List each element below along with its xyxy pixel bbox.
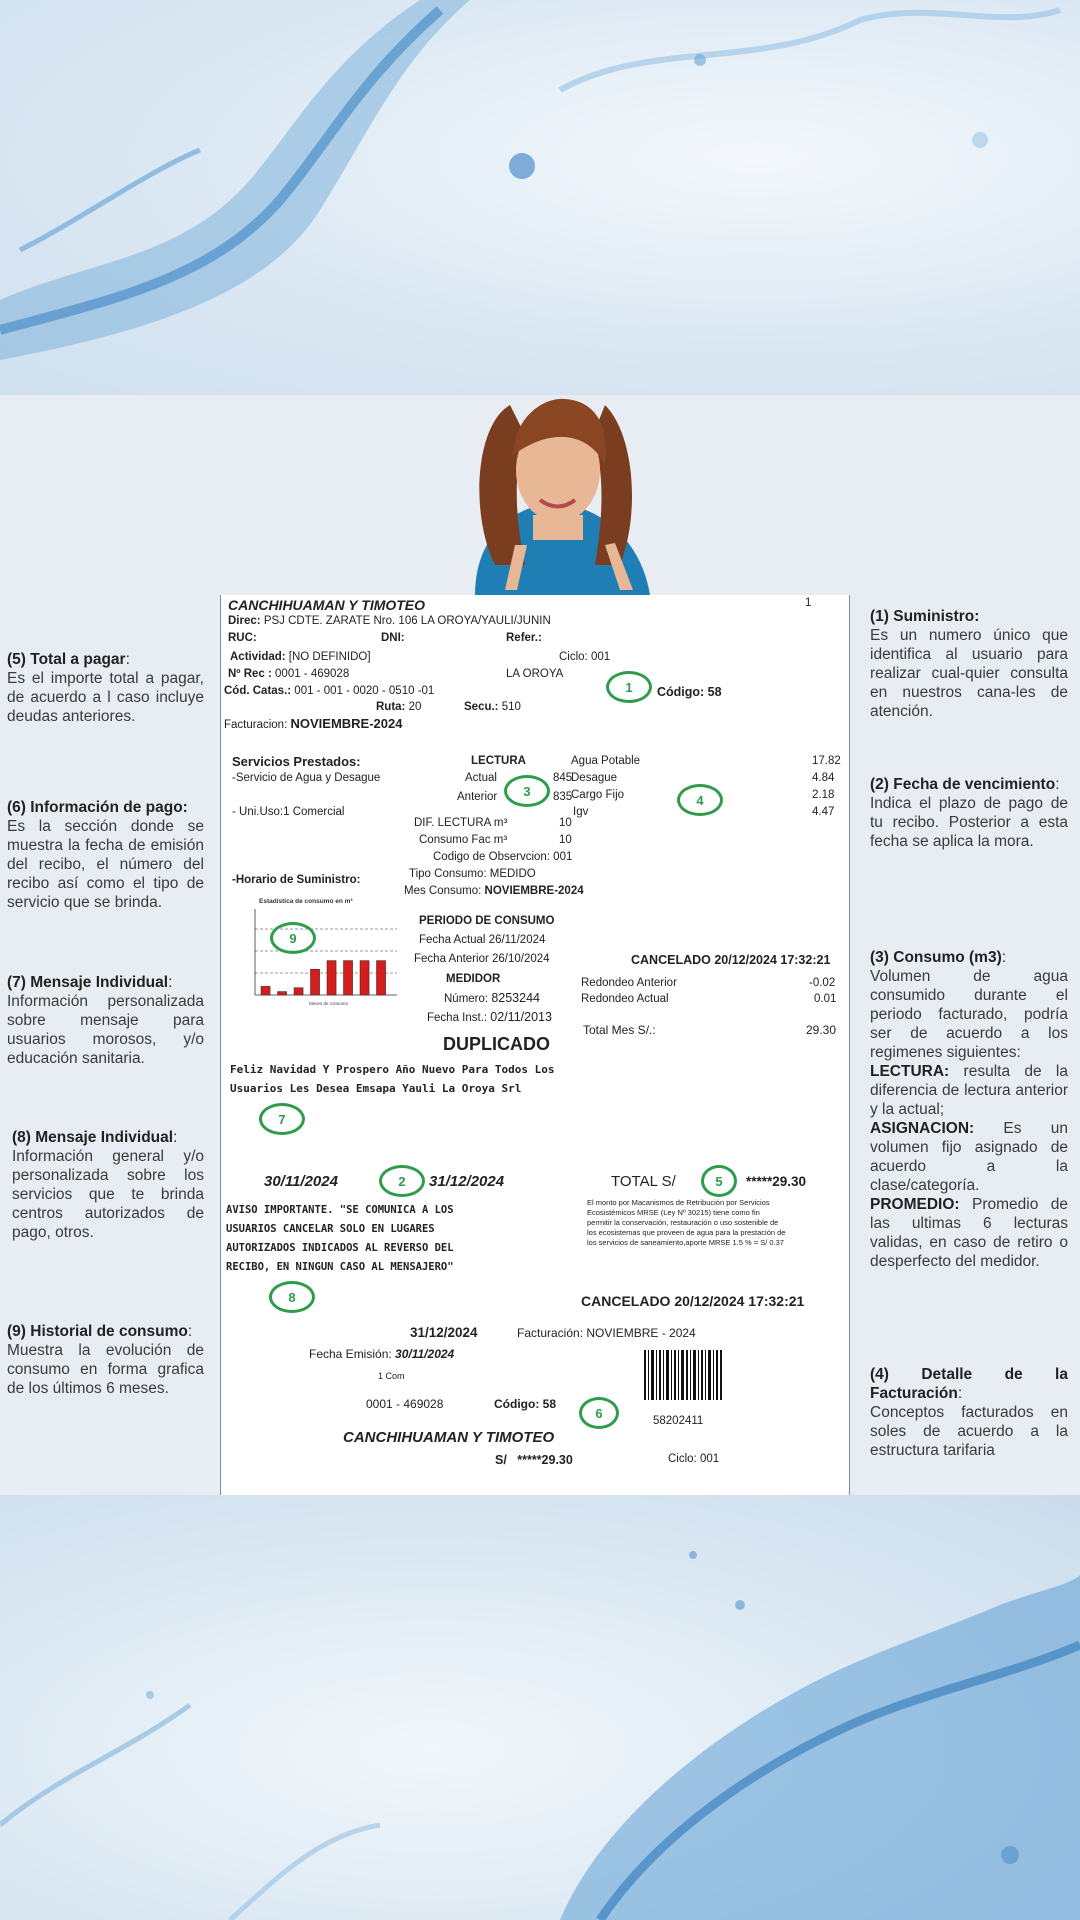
aviso-line: USUARIOS CANCELAR SOLO EN LUGARES: [226, 1223, 435, 1235]
note-body: Es la sección donde se muestra la fecha de emisión del recibo, el número del recibo así como el tipo de servicio que se brinda.: [7, 818, 204, 911]
charge-label: Desague: [571, 772, 618, 784]
note-title: (1) Suministro:: [870, 608, 980, 625]
nrec-row: [228, 668, 349, 680]
chart-title: Estadística de consumo en m³: [259, 898, 353, 905]
stub-vencimiento: 31/12/2024: [410, 1325, 478, 1340]
note-consumo: [870, 948, 1068, 1271]
nrec-value: 0001 - 469028: [275, 668, 350, 680]
redondeo-actual-value: 0.01: [814, 993, 837, 1005]
chart-bar: [311, 969, 320, 995]
redondeo-anterior-label: Redondeo Anterior: [581, 977, 677, 989]
note-item: [870, 1119, 1068, 1195]
page-number: 1: [805, 597, 812, 609]
periodo-label: PERIODO DE CONSUMO: [419, 915, 555, 927]
note-suffix: :: [957, 1385, 963, 1402]
barcode-icon: [644, 1350, 722, 1400]
note-total-pagar: [7, 650, 204, 726]
charge-label: Agua Potable: [571, 755, 641, 767]
ruta-value: 20: [408, 701, 422, 713]
note-detalle: [870, 1365, 1068, 1460]
note-body: Muestra la evolución de consumo en forma grafica de los últimos 6 meses.: [7, 1342, 204, 1397]
keyword: LECTURA:: [870, 1063, 950, 1080]
marker-9: 9: [270, 922, 316, 954]
marker-6: 6: [579, 1397, 619, 1429]
charge-label: Cargo Fijo: [571, 789, 625, 801]
total-mes-label: Total Mes S/.:: [583, 1023, 656, 1037]
note-body: Indica el plazo de pago de tu recibo. Posterior a esta fecha se aplica la mora.: [870, 795, 1068, 850]
customer-name: CANCHIHUAMAN Y TIMOTEO: [228, 597, 426, 613]
woman-illustration: [415, 395, 695, 595]
charge-value: 4.84: [812, 772, 835, 784]
uni-uso: - Uni.Uso:1 Comercial: [232, 806, 345, 818]
note-title: (3) Consumo (m3): [870, 949, 1002, 966]
mensaje-linea-1: Feliz Navidad Y Prospero Año Nuevo Para Todos Los: [230, 1063, 555, 1076]
mrse-line: Ecosistémicos MRSE (Ley Nº 30215) tiene como fin: [587, 1208, 760, 1217]
catastro-label: Cód. Catas.:: [224, 685, 292, 697]
secu-label: Secu.:: [464, 701, 499, 713]
mrse-line: los servicios de saneamiento,aporte MRSE 1.5 % = S/ 0.37: [587, 1238, 784, 1247]
total-label: TOTAL S/: [611, 1173, 676, 1190]
marker-1: 1: [606, 671, 652, 703]
fecha-emision: 30/11/2024: [264, 1173, 338, 1190]
cancelado-stamp: CANCELADO 20/12/2024 17:32:21: [631, 953, 831, 967]
mes-consumo-label: Mes Consumo:: [404, 885, 482, 897]
note-title: (7) Mensaje Individual: [7, 974, 169, 991]
address-value: PSJ CDTE. ZARATE Nro. 106 LA OROYA/YAULI/JUNIN: [263, 615, 551, 627]
redondeo-anterior-value: -0.02: [809, 977, 836, 989]
chart-bar: [261, 986, 270, 995]
note-suffix: :: [168, 974, 173, 991]
consumption-history-chart: [239, 895, 399, 1007]
note-title: (4) Detalle de la Facturación: [870, 1366, 1068, 1402]
dni-label: DNI:: [381, 632, 405, 644]
nrec-label: Nº Rec :: [228, 668, 272, 680]
numero-label: Número:: [444, 993, 489, 1005]
lectura-label: LECTURA: [471, 755, 526, 767]
fecha-inst-value: 02/11/2013: [490, 1010, 552, 1024]
stub-name: CANCHIHUAMAN Y TIMOTEO: [343, 1429, 555, 1446]
refer-label: Refer.:: [506, 632, 542, 644]
chart-bar: [360, 961, 369, 995]
note-suministro: [870, 607, 1068, 721]
stub-ciclo: Ciclo: 001: [668, 1453, 720, 1465]
address-label: Direc:: [228, 615, 261, 627]
redondeo-actual-label: Redondeo Actual: [581, 993, 669, 1005]
secu-value: 510: [501, 701, 521, 713]
marker-3: 3: [504, 775, 550, 807]
horario-label: -Horario de Suministro:: [232, 874, 361, 886]
marker-2: 2: [379, 1165, 425, 1197]
keyword: PROMEDIO:: [870, 1196, 960, 1213]
consumo-fac-label: Consumo Fac m³: [419, 834, 508, 846]
mrse-note: [587, 1198, 785, 1248]
stub-com: 1 Com: [378, 1371, 405, 1381]
note-body: Conceptos facturados en soles de acuerdo a la estructura tarifaria: [870, 1404, 1068, 1459]
stub-total-row: [495, 1453, 573, 1467]
actividad-row: [230, 651, 371, 663]
fecha-vencimiento: 31/12/2024: [429, 1173, 505, 1190]
cancelado-stamp-2: CANCELADO 20/12/2024 17:32:21: [581, 1293, 805, 1309]
stub-total-label: S/: [495, 1453, 507, 1467]
ruta-row: [376, 701, 421, 713]
note-suffix: :: [1001, 949, 1007, 966]
water-splash-bottom: [0, 1495, 1080, 1920]
tipo-consumo: Tipo Consumo: MEDIDO: [409, 868, 536, 880]
servicios-label: Servicios Prestados:: [232, 754, 361, 769]
note-title: (9) Historial de consumo: [7, 1323, 188, 1340]
note-suffix: :: [125, 651, 130, 668]
stub-emision-label: Fecha Emisión:: [309, 1347, 392, 1361]
total-mes-value: 29.30: [806, 1023, 837, 1037]
chart-bar: [278, 992, 287, 995]
stub-facturacion: Facturación: NOVIEMBRE - 2024: [517, 1326, 696, 1340]
mes-consumo-value: NOVIEMBRE-2024: [484, 885, 584, 897]
facturacion-label: Facturacion:: [224, 719, 288, 731]
aviso-line: AUTORIZADOS INDICADOS AL REVERSO DEL: [226, 1242, 454, 1254]
note-body: Es el importe total a pagar, de acuerdo a l caso incluye deudas anteriores.: [7, 670, 204, 725]
note-body: Volumen de agua consumido durante el periodo facturado, podría ser de acuerdo a los regimenes siguientes:: [870, 968, 1068, 1061]
marker-5: 5: [701, 1165, 737, 1197]
catastro-row: [224, 685, 434, 697]
anterior-label: Anterior: [457, 791, 498, 803]
stub-recibo: 0001 - 469028: [366, 1397, 444, 1411]
marker-4: 4: [677, 784, 723, 816]
note-body: Información general y/o personalizada sobre los servicios que te brinda centros autorizados de pago, otros.: [12, 1148, 204, 1241]
keyword: ASIGNACION:: [870, 1120, 975, 1137]
marker-7: 7: [259, 1103, 305, 1135]
mensaje-linea-2: Usuarios Les Desea Emsapa Yauli La Oroya Srl: [230, 1082, 522, 1095]
address-row: [228, 615, 551, 627]
stub-emision-row: [309, 1347, 454, 1361]
fecha-inst-label: Fecha Inst.:: [427, 1012, 488, 1024]
charge-label: Igv: [573, 806, 589, 818]
note-informacion-pago: [7, 798, 204, 912]
keyword-text: Promedio de las ultimas 6 lecturas validas, en caso de retiro o desperfecto del medidor.: [870, 1196, 1068, 1270]
chart-bar: [377, 961, 386, 995]
note-item: [870, 1195, 1068, 1271]
numero-row: [444, 991, 540, 1005]
note-body: Información personalizada sobre mensaje para usuarios morosos, y/o educación sanitaria.: [7, 993, 204, 1067]
servicio-value: -Servicio de Agua y Desague: [232, 772, 381, 784]
city: LA OROYA: [506, 668, 564, 680]
keyword-text: Es un volumen fijo asignado de acuerdo a la clase/categoría.: [870, 1120, 1068, 1194]
mes-consumo-row: [404, 885, 584, 897]
note-mensaje-7: [7, 973, 204, 1068]
note-title: (2) Fecha de vencimiento: [870, 776, 1056, 793]
water-splash-top: [0, 0, 1080, 395]
aviso-importante: [226, 1201, 454, 1277]
ruta-label: Ruta:: [376, 701, 406, 713]
codigo-suministro: Código: 58: [657, 685, 722, 699]
aviso-line: AVISO IMPORTANTE. "SE COMUNICA A LOS: [226, 1204, 454, 1216]
chart-xlabel: Meses de consumo: [309, 1001, 349, 1006]
total-value: *****29.30: [746, 1174, 807, 1189]
marker-8: 8: [269, 1281, 315, 1313]
facturacion-value: NOVIEMBRE-2024: [290, 716, 403, 731]
fecha-inst-row: [427, 1010, 552, 1024]
keyword-text: resulta de la diferencia de lectura anterior y la actual;: [870, 1063, 1068, 1118]
fecha-actual: Fecha Actual 26/11/2024: [419, 934, 546, 946]
stub-emision-value: 30/11/2024: [395, 1347, 455, 1361]
note-body: Es un numero único que identifica al usuario para realizar cual-quier consulta en nuestros cana-les de atención.: [870, 627, 1068, 720]
ciclo-label: Ciclo:: [559, 651, 588, 663]
charge-value: 2.18: [812, 789, 835, 801]
duplicado-label: DUPLICADO: [443, 1034, 550, 1054]
actual-label: Actual: [465, 772, 497, 784]
actividad-label: Actividad:: [230, 651, 286, 663]
numero-value: 8253244: [491, 991, 540, 1005]
charge-value: 17.82: [812, 755, 841, 767]
chart-bar: [327, 961, 336, 995]
aviso-line: RECIBO, EN NINGUN CASO AL MENSAJERO": [226, 1261, 454, 1273]
anterior-value: 835: [553, 791, 573, 803]
ruc-label: RUC:: [228, 632, 257, 644]
codigo-observacion: Codigo de Observcion: 001: [433, 851, 573, 863]
catastro-value: 001 - 001 - 0020 - 0510 -01: [294, 685, 435, 697]
note-mensaje-8: [12, 1128, 204, 1242]
note-title: (5) Total a pagar: [7, 651, 126, 668]
note-suffix: :: [173, 1129, 178, 1146]
facturacion-row: [224, 716, 402, 731]
actual-value: 845: [553, 772, 573, 784]
note-suffix: :: [1055, 776, 1060, 793]
fecha-anterior: Fecha Anterior 26/10/2024: [414, 953, 550, 965]
note-vencimiento: [870, 775, 1068, 851]
actividad-value: [NO DEFINIDO]: [288, 651, 371, 663]
charge-value: 4.47: [812, 806, 835, 818]
mrse-line: los ecosistemas que proveen de agua para la prestación de: [587, 1228, 786, 1237]
dif-label: DIF. LECTURA m³: [414, 817, 508, 829]
water-bill-receipt: [220, 595, 850, 1495]
stub-codigo: Código: 58: [494, 1397, 556, 1411]
mrse-line: permitir la conservación, restauración o uso sostenible de: [587, 1218, 779, 1227]
note-item: [870, 1062, 1068, 1119]
ciclo-row: [559, 651, 610, 663]
consumo-fac-value: 10: [559, 834, 572, 846]
note-suffix: :: [187, 1323, 193, 1340]
mrse-line: El monto por Macanismos de Retribución por Servicios: [587, 1198, 770, 1207]
note-title: (6) Información de pago:: [7, 799, 188, 816]
note-historial: [7, 1322, 204, 1398]
secu-row: [464, 701, 521, 713]
chart-bar: [294, 988, 303, 995]
dif-value: 10: [559, 817, 572, 829]
chart-bar: [344, 961, 353, 995]
medidor-label: MEDIDOR: [446, 973, 501, 985]
note-title: (8) Mensaje Individual: [12, 1129, 174, 1146]
ciclo-value: 001: [590, 651, 611, 663]
barcode-number: 58202411: [653, 1415, 704, 1427]
stub-total-value: *****29.30: [517, 1453, 573, 1467]
